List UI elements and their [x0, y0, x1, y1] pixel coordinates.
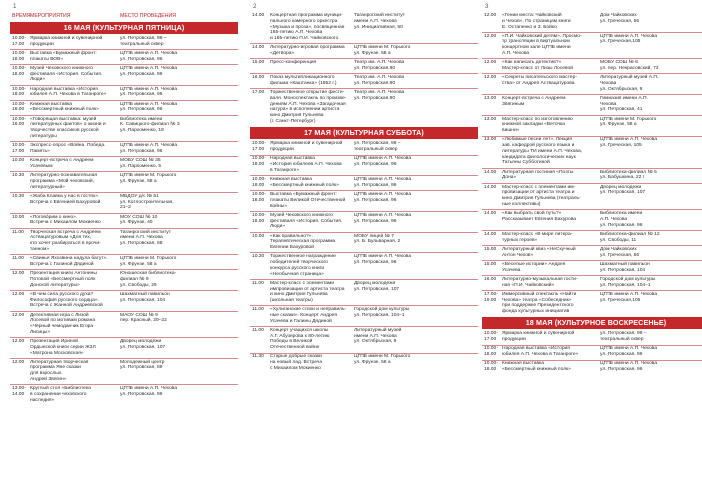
event-title: Литературная гостиная «Поэты Дона»: [502, 169, 574, 181]
header-event: МЕРОПРИЯТИЯ: [30, 13, 71, 19]
event-time: 10.30: [12, 193, 25, 199]
event-title: «Погово́рим о кино». Встреча с Михаилом Мокиенко: [30, 214, 101, 226]
event-title: Музей Чеховского книжного фестиваля «История. События. Люди»: [30, 65, 103, 83]
event-title: «Гении места: Чайковский и Чехов». По страницам книги Е. Остапенко и З. Бойко: [502, 13, 571, 30]
event-time: 11.00: [12, 256, 24, 262]
event-place: Юношеская библиотека- филиал № 9 ул. Свободы, 29: [120, 271, 177, 288]
event-title: Концерт-встреча с Андреем Звягиным: [502, 95, 566, 107]
event-place: Дом Чайковских ул. Греческая, 56: [600, 13, 640, 24]
event-time: 12.00: [12, 291, 25, 297]
event-time: 13.00: [484, 95, 497, 101]
event-row: [482, 13, 702, 32]
event-title: Ярмарка книжной и сувенирной продукции: [502, 331, 575, 343]
event-time: 10.00- 18.00: [12, 86, 26, 98]
event-row: [482, 32, 702, 58]
event-time: 12.00: [484, 33, 497, 39]
event-row: [482, 115, 702, 136]
event-place: ЦГПБ имени А.П. Чехова ул. Петровская, 96: [120, 86, 178, 98]
event-title: Экспресс-опрос «Война. Победа. Память»: [30, 143, 106, 154]
event-title: «Как правильно?». Терапевтическая программа Евгении Бахуровой: [270, 233, 336, 251]
event-row: [482, 230, 702, 245]
event-row: [482, 275, 702, 290]
event-place: ЦГПБ имени А.П. Чехова ул. Петровская, 96: [120, 101, 178, 113]
event-place: Литературный музей имени А.П. Чехова ул. Октябрьская, 9: [354, 327, 402, 345]
event-time: 11.00: [12, 229, 24, 235]
page-column-1: [10, 0, 238, 496]
day-banner: 16 МАЯ (КУЛЬТУРНАЯ ПЯТНИЦА): [10, 22, 238, 34]
event-time: 10.00- 17.00: [484, 331, 498, 343]
event-title: Ярмарка книжной и сувенирной продукции: [270, 141, 343, 153]
event-place: ЦГПБ имени М. Горького ул. Фрунзе, 58 а: [120, 173, 177, 184]
event-place: Шахматный павильон ул. Петровская, 104: [600, 261, 650, 273]
event-row: [250, 211, 478, 232]
event-place: Библиотека-филиал № 12 ул. Свободы, 11: [600, 231, 660, 243]
event-row: [482, 245, 702, 260]
event-row: [10, 141, 238, 156]
event-row: [10, 290, 238, 311]
event-title: Показ мультипликационного фильма «Каштанка» (1952 г.): [270, 75, 337, 86]
event-title: Пресс-конференция: [270, 60, 317, 66]
event-row: [482, 345, 702, 360]
page-number: 2: [253, 3, 257, 10]
event-row: [482, 209, 702, 230]
event-row: [10, 228, 238, 254]
event-place: Театр им. А.П. Чехова ул. Петровская,90: [354, 60, 405, 71]
event-place: ЦГПБ имени А.П. Чехова ул. Петровская, 96: [354, 177, 412, 188]
event-time: 14.00: [484, 211, 497, 217]
event-place: Дом Чайковских ул. Греческая, 56: [600, 246, 640, 258]
event-row: [10, 192, 238, 213]
event-place: ЦГПБ имени М. Горького ул. Фрунзе, 58 а: [354, 354, 411, 366]
event-title: Выставка «Бумажный фронт: плакаты ВОВ»: [30, 50, 97, 62]
event-place: ЦГПБ имени М. Горького ул. Фрунзе, 58 а: [120, 256, 177, 267]
event-time: 14.00: [252, 13, 265, 18]
event-time: 11.00: [252, 327, 264, 333]
event-row: [10, 49, 238, 64]
event-row: [10, 156, 238, 171]
event-time: 10.30: [12, 173, 25, 179]
event-time: 10.00- 17.00: [12, 36, 26, 47]
event-place: МОБУ СОШ № 8 ул. пер. Некрасовский, 73: [600, 60, 659, 71]
event-title: Литературный квиз «НеСкучный Антон Чехов»: [502, 246, 576, 258]
event-row: [482, 290, 702, 316]
event-place: Гимназия имени А.П. Чехова ул. Петровская, 41: [600, 95, 648, 113]
event-place: МОБУ СОШ № 35 ул. Пархоменко, 5: [120, 158, 162, 169]
event-row: [250, 252, 478, 278]
event-place: МАОУ СОШ № 9 пер. Красный, 20–22: [120, 312, 167, 324]
day-banner: 17 МАЯ (КУЛЬТУРНАЯ СУББОТА): [250, 127, 478, 139]
event-time: 10.00- 18.00: [252, 212, 266, 224]
event-time: 10.00- 17.00: [12, 143, 26, 154]
event-row: [250, 155, 478, 176]
event-title: Книжная выставка «Бессмертный книжный полк»: [30, 101, 99, 113]
event-row: [250, 190, 478, 211]
event-time: 10.00: [12, 158, 25, 164]
event-time: 15.00: [484, 246, 497, 252]
event-place: Театр им. А.П. Чехова ул. Петровская,90: [354, 90, 405, 101]
event-row: [10, 311, 238, 337]
event-place: ЦГПБ имени А.П. Чехова ул. Греческая, 105: [600, 137, 658, 149]
event-title: Мастер-класс с элементами импровизации от артиста театра и кино Дмитрия Гульнева (школьная театры): [270, 280, 345, 304]
event-row: [250, 13, 478, 43]
event-place: ул. Петровская, 96 – театральный сквер: [600, 331, 647, 343]
event-time: 14.00: [484, 231, 497, 237]
event-place: МБДОУ д/с № 51 ул. Котлостроительная, 21–2: [120, 193, 174, 211]
event-time: 12.00: [484, 75, 497, 81]
event-title: «Как выбрать свой путь?» Рассказывает Евгения Бахурова: [502, 211, 576, 222]
event-place: ЦГПБ имени А.П. Чехова ул. Греческая,105: [600, 33, 658, 45]
event-row: [250, 305, 478, 326]
event-title: Творческая встреча с Андреем Аствацатуровым «Для тех, кто хочет разбираться в прочи- танном»: [30, 229, 101, 252]
event-title: «Хулиганские стихи и неправиль- ные сказки». Концерт Андрея Усачева и Галины Дядиной: [270, 307, 347, 324]
event-title: Мастер-класс с элементами им- провизации от артиста театра и кино Дмитрия Гульнева (театраль- ные коллективы): [502, 184, 581, 207]
event-title: «Любимые песни лет». Лекция зав. кафедрой русского языка и литературы ТИ имени А.П. Чехова, кандидата филологических наук Татьяны Субботиной: [502, 137, 583, 166]
event-title: «Свинья Яхозвина надула батут». Встреча с Галиной Дядиной: [30, 256, 108, 267]
day-banner: 18 МАЯ (КУЛЬТУРНОЕ ВОСКРЕСЕНЬЕ): [482, 317, 702, 329]
event-row: [10, 358, 238, 384]
event-time: 13.00- 14.00: [12, 386, 26, 397]
event-row: [10, 115, 238, 141]
event-title: Выставка «Бумажный фронт: плакаты Великой Отечественной войны»: [270, 192, 346, 209]
event-time: 10.00- 16.00: [12, 116, 26, 128]
event-title: «Веселые истории» Андрея Усачева: [502, 261, 566, 273]
event-row: [250, 175, 478, 190]
event-row: [10, 85, 238, 100]
event-time: 16.00: [252, 75, 265, 81]
event-time: 14.00: [484, 169, 497, 175]
event-row: [10, 100, 238, 115]
event-time: 12.00: [12, 359, 25, 365]
event-time: 12.00: [484, 60, 497, 66]
event-place: Таганрогский институт имени А.П. Чехова ул. Петровская, 68: [120, 229, 171, 247]
event-row: [482, 260, 702, 275]
event-place: Дворец молодежи ул. Петровская, 107: [354, 280, 400, 292]
event-row: [10, 269, 238, 290]
event-row: [482, 136, 702, 168]
event-row: [10, 337, 238, 358]
event-time: 10.00- 18.00: [252, 192, 266, 203]
event-place: Городской дом культуры ул. Петровская, 104–1: [354, 307, 410, 318]
event-row: [250, 73, 478, 88]
event-time: 11.00: [252, 280, 264, 286]
event-place: Молодежный центр ул. Петровская, 89: [120, 359, 165, 371]
event-time: 16.00: [484, 276, 497, 282]
event-title: Презентация Ириной Ордынской книги серии ЖЗЛ «Матрона Московская»: [30, 339, 96, 356]
event-place: ЦГПБ имени А.П. Чехова ул. Петровская, 96: [120, 143, 178, 154]
event-title: «Жаба Клавка у нас в гостях». Встреча с Евгенией Бахуровой: [30, 193, 101, 205]
event-place: Дворец молодежи ул. Петровская, 107: [120, 339, 166, 350]
event-time: 10.00: [252, 233, 265, 239]
event-title: Концерт учащихся школы А.Г. Абузярова к 80-летию Победы в Великой Отечественной войне: [270, 327, 330, 351]
event-row: [10, 171, 238, 192]
event-place: ЦГПБ имени А.П. Чехова ул. Петровская, 96: [120, 50, 178, 62]
event-title: Литературная творческая программа Яне сказки для взрослых. Андрей Звягин»: [30, 359, 89, 382]
event-place: МОБУ лицей № 7 ул. Б. Бульварная, 2: [354, 233, 401, 245]
event-place: ул. Петровская, 96 – театральный сквер: [120, 36, 167, 47]
event-place: ЦГПБ имени А.П. Чехова ул. Петровская, 96: [600, 346, 658, 358]
event-title: Торжественное награждение победителей творческого конкурса русского книги «Необычная страница»: [270, 254, 336, 277]
event-time: 15.00: [484, 261, 497, 267]
event-row: [10, 64, 238, 85]
event-row: [482, 183, 702, 209]
event-time: 12.00: [12, 312, 25, 318]
event-place: Библиотека-филиал № 5 ул. Бабушкина, 22 г: [600, 169, 657, 181]
page-column-2: [250, 0, 478, 496]
event-place: ЦГПБ имени А.П. Чехова ул. Петровская, 96: [354, 192, 412, 203]
event-title: Торжественное открытие фести- валя. Моноспектакль по произве- дениям А.П. Чехова «Загадочная натура» в исполнении артиста кино Дмитрия Гульнева (г. Санкт-Петербург): [270, 90, 347, 124]
event-title: Книжная выставка «Бессмертный книжный полк»: [502, 361, 571, 373]
event-place: ЦГПБ имени М. Горького ул. Фрунзе, 58 а: [600, 116, 657, 128]
event-time: 10.00- 18.00: [12, 50, 26, 62]
event-title: Литературно-музыкальная гости- ная «П.И. Чайковский»: [502, 276, 578, 288]
event-row: [10, 254, 238, 269]
event-time: 14.00: [484, 184, 497, 190]
event-title: Музей Чеховского книжного фестиваля «История. События. Люди»: [270, 212, 343, 230]
event-time: 10.00- 18.00: [12, 101, 26, 113]
event-title: «Говорящая выставка: музей литературных фактов» о жизни и творчестве классиков русской литературы: [30, 116, 106, 139]
event-title: Концертная программа муници- пального камерного оркестра «Музыка и проза», посвященная 165-летию А.П. Чехова и 185-летию П.И. Чайковского: [270, 13, 345, 41]
event-place: ЦГПБ имени А.П. Чехова ул. Петровская, 96: [600, 361, 658, 373]
event-place: Дворец молодежи ул. Петровская, 107: [600, 184, 646, 196]
event-time: 11.30: [252, 354, 264, 360]
event-time: 10.00- 18.00: [252, 156, 266, 168]
event-place: Библиотека имени К. Савицкого-филиал № 3 ул. Пархоменко, 19: [120, 116, 180, 134]
event-row: [482, 168, 702, 183]
event-time: 15.00: [252, 60, 265, 66]
event-time: 17.00: [252, 90, 265, 96]
page-number: 1: [13, 3, 17, 10]
event-time: 14.00: [252, 45, 265, 51]
event-place: Городской дом культуры ул. Петровская, 104–1: [600, 276, 656, 288]
event-row: [482, 58, 702, 73]
event-place: МОУ СОШ № 10 ул. Фрунзе, 40: [120, 214, 158, 226]
event-place: Шахматный павильон ул. Петровская, 104: [120, 291, 170, 303]
event-place: ЦГПБ имени А.П. Чехова ул. Петровская, 96: [120, 386, 178, 397]
page-column-3: [482, 0, 702, 496]
header-place: МЕСТО ПРОВЕДЕНИЯ: [120, 13, 176, 19]
event-time: 10.00- 18.00: [484, 361, 498, 373]
event-title: Народная выставка «История юбилея А.П. Чехова в Таганроге»: [502, 346, 579, 358]
event-time: 17.00- 19.00: [484, 291, 498, 303]
event-row: [250, 141, 478, 154]
event-title: Народная выставка «История юбилея А.П. Чехова в Таганроге»: [30, 86, 107, 98]
event-time: 12.00: [12, 271, 25, 277]
event-title: Ярмарка книжной и сувенирной продукции: [30, 36, 103, 47]
header-time: ВРЕМЯ: [12, 13, 31, 19]
event-title: Мастер-класс по изготовлению книжной закладки «Веточка вишни»: [502, 116, 573, 134]
event-title: Книжная выставка «Бессмертный книжный полк»: [270, 177, 339, 188]
event-row: [10, 213, 238, 228]
event-row: [250, 353, 478, 374]
event-title: «Секреты писательского мастер- ства» от Андрея Аствацатурова: [502, 75, 577, 86]
event-time: 12.00: [12, 339, 25, 344]
event-time: 10.30: [252, 254, 265, 260]
event-title: Литературно-познавательная программа «Мой чеховский, литературный»: [30, 173, 97, 190]
event-title: Концерт-встреча с Андреем Усачевым: [30, 158, 94, 169]
event-title: Мастер-класс «В мире литера- турных героев»: [502, 231, 573, 243]
event-title: «П.И. Чайковский детям». Просмо- тр трансляции в виртуальном концертном зале ЦГПБ имени А.П. Чехова: [502, 33, 582, 56]
event-title: Презентация книги Антонины Потовой «Бессмертный полк Донской литературы»: [30, 271, 97, 288]
event-title: Детективная игра с Лизой Лосевой по мотивам романа «Чёрный чемоданчик Егора Лисицы»: [30, 312, 96, 335]
event-time: 10.00- 17.00: [252, 141, 266, 153]
event-place: ЦГПБ имени М. Горького ул. Фрунзе, 58 а: [354, 45, 411, 56]
event-place: Таганрогский институт имени А.П. Чехова ул. Инициативная, 50: [354, 13, 405, 30]
event-place: Библиотека имени А.П. Чехова ул. Петровская, 96: [600, 211, 643, 228]
event-row: [482, 73, 702, 94]
event-row: [482, 331, 702, 344]
event-time: 13.00: [484, 116, 497, 122]
event-title: Старые добрые сказки на новый лад. Встреча с Михаилом Мокиенко: [270, 354, 323, 371]
event-place: ул. Петровская, 96 – театральный сквер: [354, 141, 401, 153]
event-time: 12.00: [484, 13, 497, 18]
event-title: Народная выставка «История юбилеев А.П. Чехова в Таганроге»: [270, 156, 342, 173]
event-title: Круглый стол «Библиотека в сохранении чеховского наследия»: [30, 386, 91, 403]
page-number: 3: [485, 3, 489, 10]
table-header: [10, 13, 238, 21]
event-time: 10.00- 18.00: [484, 346, 498, 358]
event-row: [250, 279, 478, 305]
event-place: ЦГПБ имени А.П. Чехова ул. Петровская, 96: [354, 156, 412, 168]
event-time: 10.00- 18.00: [12, 65, 26, 77]
event-place: ЦГПБ имени А.П. Чехова ул. Петровская, 96: [354, 254, 412, 266]
event-title: Иммерсивный спектакль «Найти Чехова» театра «Собеседник» при поддержке Президентского фонда культурных инициатив: [502, 291, 577, 315]
event-time: 11.00: [252, 307, 264, 313]
event-row: [482, 360, 702, 375]
event-time: 10.00- 18.00: [252, 177, 266, 188]
event-time: 13.00: [484, 137, 497, 143]
event-row: [10, 36, 238, 49]
event-row: [250, 326, 478, 352]
event-title: «Как написать детектив?» Мастер-класс от Лизы Лосевой: [502, 60, 573, 71]
event-row: [250, 88, 478, 126]
event-place: ЦГПБ имени А.П. Чехова ул. Петровская, 96: [354, 212, 412, 224]
event-place: Литературный музей А.П. Чехова ул. Октябрьская, 9: [600, 75, 659, 92]
event-place: ЦГПБ имени А.П. Чехова ул. Греческая,105: [600, 291, 658, 303]
event-row: [10, 384, 238, 405]
event-title: «В чем сила русского духа? Философия русского сердца». Встреча с Жанной Андриевской: [30, 291, 103, 309]
event-row: [482, 94, 702, 115]
event-place: Театр им. А.П. Чехова ул. Петровская,90: [354, 75, 405, 86]
event-row: [250, 232, 478, 253]
event-time: 10.00: [12, 214, 25, 220]
event-title: Литературно-игровая программа «Детвора»: [270, 45, 345, 56]
event-place: ЦГПБ имени А.П. Чехова ул. Петровская, 96: [120, 65, 178, 77]
event-row: [250, 58, 478, 73]
event-row: [250, 43, 478, 58]
